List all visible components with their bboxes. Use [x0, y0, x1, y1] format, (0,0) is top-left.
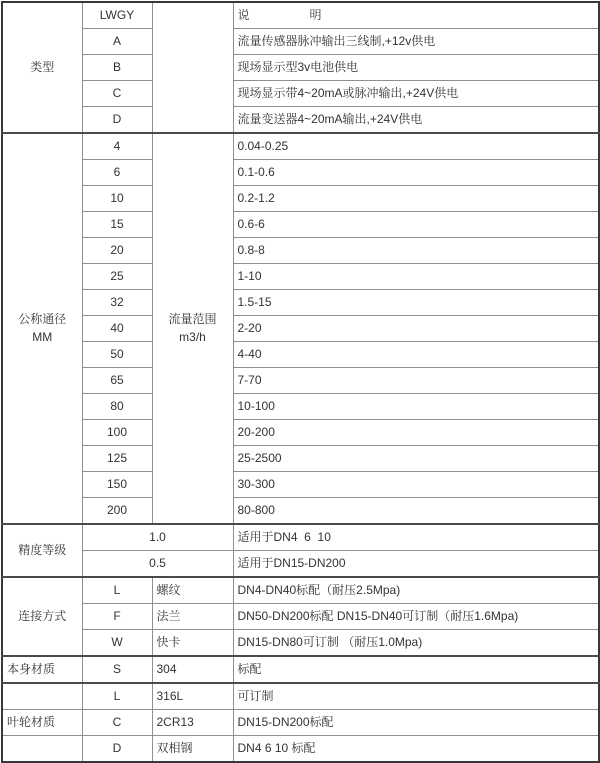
- type-desc-cell: 流量变送器4~20mA输出,+24V供电: [233, 107, 599, 134]
- material-code-cell: S: [82, 656, 152, 683]
- table-row: [2, 524, 599, 551]
- connection-name-cell: 快卡: [152, 630, 233, 657]
- table-row: [2, 107, 599, 134]
- material-desc-cell: 可订制: [233, 683, 599, 710]
- type-code-cell: A: [82, 29, 152, 55]
- material-code-cell: L: [82, 683, 152, 710]
- connection-code-cell: W: [82, 630, 152, 657]
- flow-range-cell: 20-200: [233, 420, 599, 446]
- table-row: [2, 604, 599, 630]
- header-desc-cell: 说 明: [233, 2, 599, 29]
- flow-range-cell: 10-100: [233, 394, 599, 420]
- header-code-cell: LWGY: [82, 2, 152, 29]
- type-desc-cell: 现场显示带4~20mA或脉冲输出,+24V供电: [233, 81, 599, 107]
- table-row: [2, 55, 599, 81]
- section-label-body-material: 本身材质: [2, 656, 82, 683]
- material-code-cell: D: [82, 736, 152, 763]
- connection-code-cell: F: [82, 604, 152, 630]
- diameter-size-cell: 32: [82, 290, 152, 316]
- accuracy-value-cell: 0.5: [82, 551, 233, 578]
- diameter-size-cell: 200: [82, 498, 152, 525]
- table-row: [2, 710, 599, 736]
- table-row: [2, 81, 599, 107]
- table-row: [2, 394, 599, 420]
- connection-desc-cell: DN50-DN200标配 DN15-DN40可订制（耐压1.6Mpa): [233, 604, 599, 630]
- flow-range-cell: 7-70: [233, 368, 599, 394]
- flow-range-cell: 25-2500: [233, 446, 599, 472]
- table-row: [2, 316, 599, 342]
- flow-range-cell: 0.6-6: [233, 212, 599, 238]
- type-code-cell: D: [82, 107, 152, 134]
- table-row: [2, 264, 599, 290]
- section-label-connection: 连接方式: [2, 577, 82, 656]
- type-code-cell: C: [82, 81, 152, 107]
- material-desc-cell: DN15-DN200标配: [233, 710, 599, 736]
- section-label-impeller-material: 叶轮材质: [2, 710, 82, 736]
- diameter-size-cell: 25: [82, 264, 152, 290]
- material-name-cell: 316L: [152, 683, 233, 710]
- diameter-size-cell: 40: [82, 316, 152, 342]
- material-desc-cell: DN4 6 10 标配: [233, 736, 599, 763]
- connection-name-cell: 螺纹: [152, 577, 233, 604]
- diameter-size-cell: 50: [82, 342, 152, 368]
- material-name-cell: 304: [152, 656, 233, 683]
- table-row: [2, 368, 599, 394]
- diameter-size-cell: 10: [82, 186, 152, 212]
- impeller-label-empty-cell: [2, 736, 82, 763]
- flow-range-cell: 1-10: [233, 264, 599, 290]
- table-row: [2, 2, 599, 29]
- diameter-size-cell: 125: [82, 446, 152, 472]
- table-row: [2, 186, 599, 212]
- flow-range-cell: 0.1-0.6: [233, 160, 599, 186]
- diameter-size-cell: 65: [82, 368, 152, 394]
- material-desc-cell: 标配: [233, 656, 599, 683]
- table-row: [2, 29, 599, 55]
- table-row: [2, 551, 599, 578]
- diameter-size-cell: 80: [82, 394, 152, 420]
- material-name-cell: 双相钢: [152, 736, 233, 763]
- table-row: [2, 472, 599, 498]
- spec-table: [1, 1, 600, 763]
- section-label-diameter-line1: 公称通径: [18, 312, 67, 327]
- diameter-size-cell: 4: [82, 133, 152, 160]
- table-row: [2, 446, 599, 472]
- connection-desc-cell: DN4-DN40标配（耐压2.5Mpa): [233, 577, 599, 604]
- type-code-cell: B: [82, 55, 152, 81]
- accuracy-value-cell: 1.0: [82, 524, 233, 551]
- section-label-diameter: [2, 133, 82, 524]
- material-code-cell: C: [82, 710, 152, 736]
- table-row: [2, 238, 599, 264]
- table-row: [2, 683, 599, 710]
- type-desc-cell: 现场显示型3v电池供电: [233, 55, 599, 81]
- flow-range-cell: 0.04-0.25: [233, 133, 599, 160]
- type-desc-cell: 流量传感器脉冲输出三线制,+12v供电: [233, 29, 599, 55]
- diameter-size-cell: 6: [82, 160, 152, 186]
- table-row: [2, 736, 599, 763]
- flow-range-line2: m3/h: [179, 329, 206, 344]
- diameter-size-cell: 150: [82, 472, 152, 498]
- flow-range-cell: 0.2-1.2: [233, 186, 599, 212]
- connection-name-cell: 法兰: [152, 604, 233, 630]
- flow-range-cell: 0.8-8: [233, 238, 599, 264]
- table-row: [2, 212, 599, 238]
- flow-range-cell: 1.5-15: [233, 290, 599, 316]
- diameter-size-cell: 15: [82, 212, 152, 238]
- table-row: [2, 498, 599, 525]
- connection-desc-cell: DN15-DN80可订制 （耐压1.0Mpa): [233, 630, 599, 657]
- flow-range-line1: 流量范围: [168, 312, 217, 327]
- flow-range-cell: 2-20: [233, 316, 599, 342]
- type-middle-empty-cell: [152, 2, 233, 133]
- table-row: [2, 656, 599, 683]
- table-row: [2, 342, 599, 368]
- table-row: [2, 577, 599, 604]
- section-label-accuracy: 精度等级: [2, 524, 82, 577]
- table-row: [2, 133, 599, 160]
- diameter-size-cell: 100: [82, 420, 152, 446]
- flow-range-cell: 30-300: [233, 472, 599, 498]
- table-row: [2, 160, 599, 186]
- material-name-cell: 2CR13: [152, 710, 233, 736]
- connection-code-cell: L: [82, 577, 152, 604]
- section-label-diameter-line2: MM: [32, 329, 53, 344]
- table-row: [2, 290, 599, 316]
- section-label-type: 类型: [2, 2, 82, 133]
- table-row: [2, 630, 599, 657]
- diameter-size-cell: 20: [82, 238, 152, 264]
- impeller-label-empty-cell: [2, 683, 82, 710]
- flow-range-cell: 80-800: [233, 498, 599, 525]
- flow-range-header-cell: [152, 133, 233, 524]
- accuracy-desc-cell: 适用于DN4 6 10: [233, 524, 599, 551]
- accuracy-desc-cell: 适用于DN15-DN200: [233, 551, 599, 578]
- table-row: [2, 420, 599, 446]
- flow-range-cell: 4-40: [233, 342, 599, 368]
